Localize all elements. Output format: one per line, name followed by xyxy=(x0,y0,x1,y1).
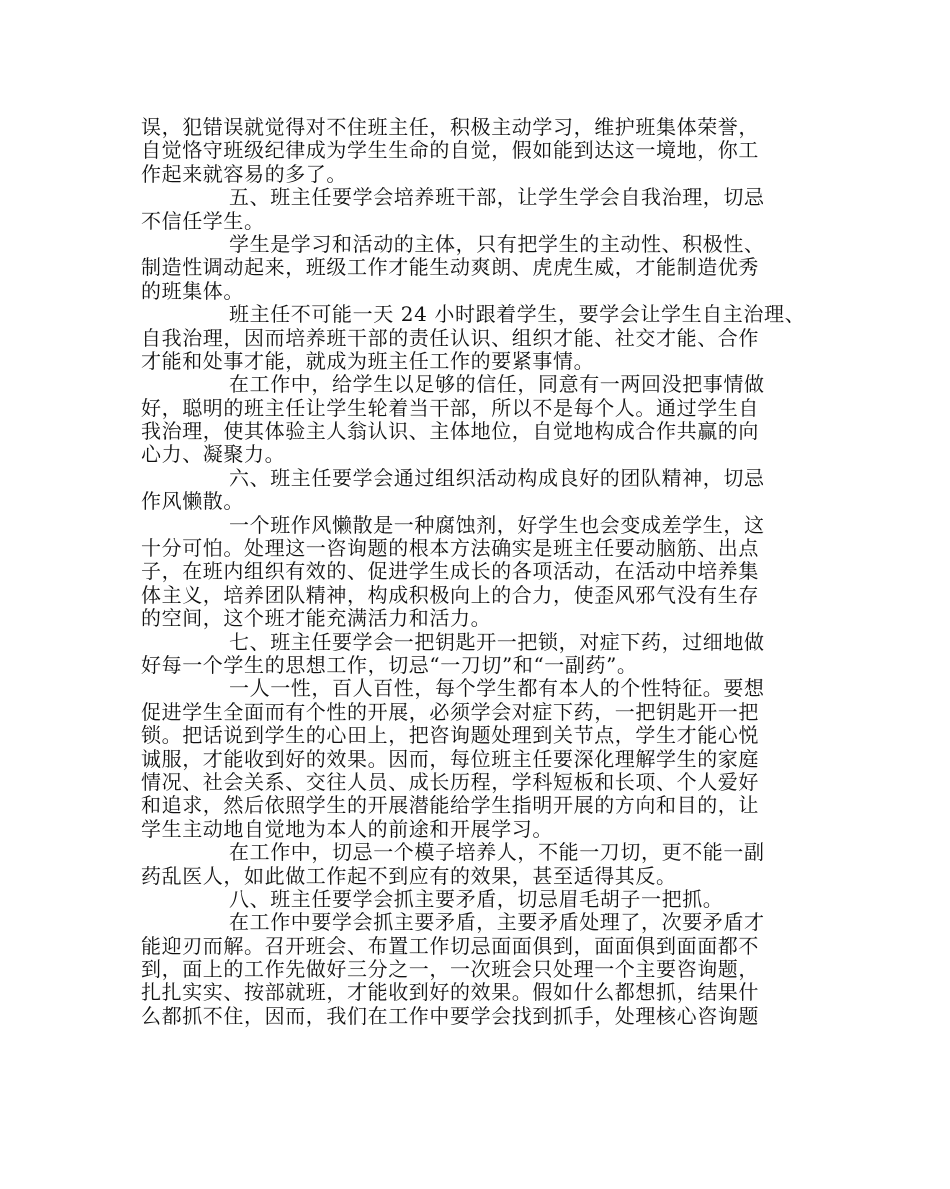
text-line: 好，聪明的班主任让学生轮着当干部，所以不是每个人。通过学生自 xyxy=(141,395,759,420)
text-line: 误，犯错误就觉得对不住班主任，积极主动学习，维护班集体荣誉， xyxy=(141,115,759,139)
text-line: 能迎刃而解。召开班会、布置工作切忌面面俱到，面面俱到面面都不 xyxy=(141,933,759,958)
paragraph-first-line: 五、班主任要学会培养班干部，让学生学会自我治理，切忌 xyxy=(229,185,765,210)
text-line: 的空间，这个班才能充满活力和活力。 xyxy=(141,606,492,631)
text-line: 到，面上的工作先做好三分之一，一次班会只处理一个主要咨询题， xyxy=(141,957,759,982)
text-line: 作风懒散。 xyxy=(141,489,244,514)
paragraph-first-line: 六、班主任要学会通过组织活动构成良好的团队精神，切忌 xyxy=(229,465,765,490)
text-line: 作起来就容易的多了。 xyxy=(141,161,347,186)
text-line: 学生主动地自觉地为本人的前途和开展学习。 xyxy=(141,816,553,841)
text-line: 才能和处事才能，就成为班主任工作的要紧事情。 xyxy=(141,348,595,373)
paragraph-first-line: 八、班主任要学会抓主要矛盾，切忌眉毛胡子一把抓。 xyxy=(229,886,724,911)
text-line: 心力、凝聚力。 xyxy=(141,442,286,467)
text-line: 我治理，使其体验主人翁认识、主体地位，自觉地构成合作共赢的向 xyxy=(141,419,759,444)
paragraph-first-line: 在工作中，给学生以足够的信任，同意有一两回没把事情做 xyxy=(229,372,765,397)
text-line: 情况、社会关系、交往人员、成长历程，学科短板和长项、个人爱好 xyxy=(141,769,759,794)
text-line: 体主义，培养团队精神，构成积极向上的合力，使歪风邪气没有生存 xyxy=(141,582,759,607)
text-line: 锁。把话说到学生的心田上，把咨询题处理到关节点，学生才能心悦 xyxy=(141,723,759,748)
text-line: 诚服，才能收到好的效果。因而，每位班主任要深化理解学生的家庭 xyxy=(141,746,759,771)
text-line: 好每一个学生的思想工作，切忌“一刀切”和“一副药”。 xyxy=(141,652,638,677)
text-line: 子，在班内组织有效的、促进学生成长的各项活动，在活动中培养集 xyxy=(141,559,759,584)
text-line: 促进学生全面而有个性的开展，必须学会对症下药，一把钥匙开一把 xyxy=(141,699,759,724)
text-line: 不信任学生。 xyxy=(141,208,265,233)
text-line: 扎扎实实、按部就班，才能收到好的效果。假如什么都想抓，结果什 xyxy=(141,980,759,1005)
paragraph-first-line: 班主任不可能一天 24 小时跟着学生，要学会让学生自主治理、 xyxy=(229,302,806,327)
paragraph-first-line: 在工作中，切忌一个模子培养人，不能一刀切，更不能一副 xyxy=(229,840,765,865)
paragraph-first-line: 一人一性，百人百性，每个学生都有本人的个性特征。要想 xyxy=(229,676,765,701)
text-line: 药乱医人，如此做工作起不到应有的效果，甚至适得其反。 xyxy=(141,863,677,888)
text-line: 制造性调动起来，班级工作才能生动爽朗、虎虎生威，才能制造优秀 xyxy=(141,255,759,280)
paragraph-first-line: 学生是学习和活动的主体，只有把学生的主动性、积极性、 xyxy=(229,231,765,256)
text-line: 和追求，然后依照学生的开展潜能给学生指明开展的方向和目的，让 xyxy=(141,793,759,818)
text-line: 么都抓不住，因而，我们在工作中要学会找到抓手，处理核心咨询题 xyxy=(141,1003,759,1028)
paragraph-first-line: 一个班作风懒散是一种腐蚀剂，好学生也会变成差学生，这 xyxy=(229,512,765,537)
paragraph-first-line: 七、班主任要学会一把钥匙开一把锁，对症下药，过细地做 xyxy=(229,629,765,654)
text-line: 十分可怕。处理这一咨询题的根本方法确实是班主任要动脑筋、出点 xyxy=(141,536,759,561)
paragraph-first-line: 在工作中要学会抓主要矛盾，主要矛盾处理了，次要矛盾才 xyxy=(229,910,765,935)
text-line: 自我治理，因而培养班干部的责任认识、组织才能、社交才能、合作 xyxy=(141,325,759,350)
text-line: 的班集体。 xyxy=(141,278,244,303)
text-line: 自觉恪守班级纪律成为学生生命的自觉，假如能到达这一境地，你工 xyxy=(141,138,759,163)
document-body-text xyxy=(141,116,821,1028)
